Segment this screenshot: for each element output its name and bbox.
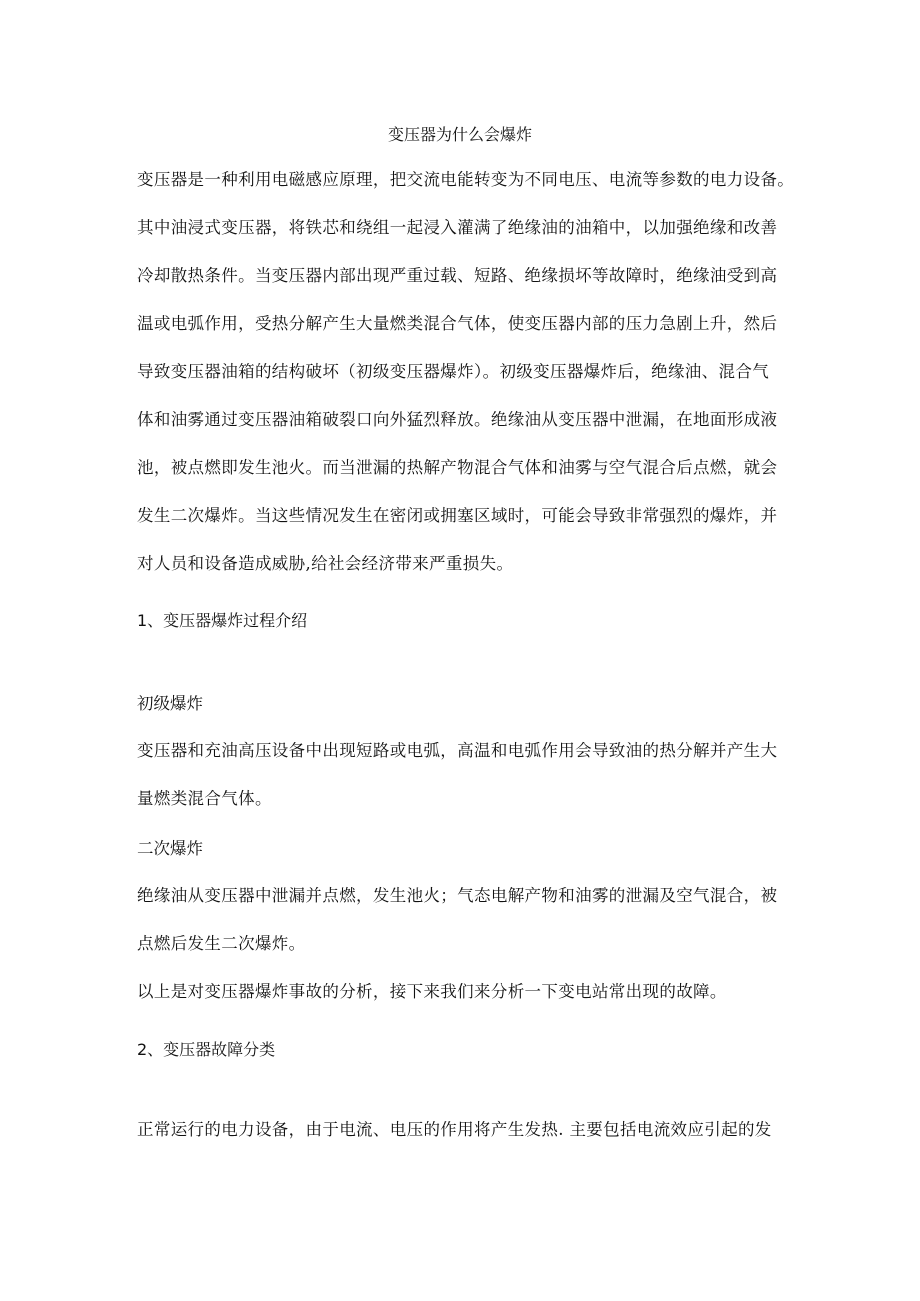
intro-line: 池，被点燃即发生池火。而当泄漏的热解产物混合气体和油雾与空气混合后点燃，就会 xyxy=(137,458,778,477)
section-heading-2: 2、变压器故障分类 xyxy=(137,1040,276,1059)
section2-paragraph xyxy=(137,1114,785,1146)
secondary-line: 绝缘油从变压器中泄漏并点燃，发生池火；气态电解产物和油雾的泄漏及空气混合，被 xyxy=(137,886,778,905)
primary-explosion-title: 初级爆炸 xyxy=(137,694,203,713)
primary-explosion-paragraph xyxy=(137,735,785,815)
primary-line: 变压器和充油高压设备中出现短路或电弧，高温和电弧作用会导致油的热分解并产生大 xyxy=(137,741,778,760)
document-title: 变压器为什么会爆炸 xyxy=(387,125,532,144)
summary-line: 以上是对变压器爆炸事故的分析，接下来我们来分析一下变电站常出现的故障。 xyxy=(137,982,727,1001)
secondary-line: 点燃后发生二次爆炸。 xyxy=(137,934,306,953)
intro-line: 冷却散热条件。当变压器内部出现严重过载、短路、绝缘损坏等故障时，绝缘油受到高 xyxy=(137,266,778,285)
summary-paragraph xyxy=(137,976,785,1008)
intro-line: 对人员和设备造成威胁,给社会经济带来严重损失。 xyxy=(137,554,514,573)
secondary-explosion-paragraph xyxy=(137,880,785,960)
intro-line: 发生二次爆炸。当这些情况发生在密闭或拥塞区域时，可能会导致非常强烈的爆炸，并 xyxy=(137,506,778,525)
intro-line: 其中油浸式变压器，将铁芯和绕组一起浸入灌满了绝缘油的油箱中，以加强绝缘和改善 xyxy=(137,218,778,237)
intro-paragraph xyxy=(137,164,795,580)
section-heading-1: 1、变压器爆炸过程介绍 xyxy=(137,611,308,630)
primary-line: 量燃类混合气体。 xyxy=(137,789,272,808)
intro-line: 体和油雾通过变压器油箱破裂口向外猛烈释放。绝缘油从变压器中泄漏，在地面形成液 xyxy=(137,410,778,429)
secondary-explosion-title: 二次爆炸 xyxy=(137,839,203,858)
intro-line: 温或电弧作用，受热分解产生大量燃类混合气体，使变压器内部的压力急剧上升，然后 xyxy=(137,314,778,333)
section2-line: 正常运行的电力设备，由于电流、电压的作用将产生发热. 主要包括电流效应引起的发 xyxy=(137,1120,772,1139)
intro-line: 变压器是一种利用电磁感应原理，把交流电能转变为不同电压、电流等参数的电力设备。 xyxy=(137,170,795,189)
intro-line: 导致变压器油箱的结构破坏（初级变压器爆炸）。初级变压器爆炸后，绝缘油、混合气 xyxy=(137,362,770,381)
